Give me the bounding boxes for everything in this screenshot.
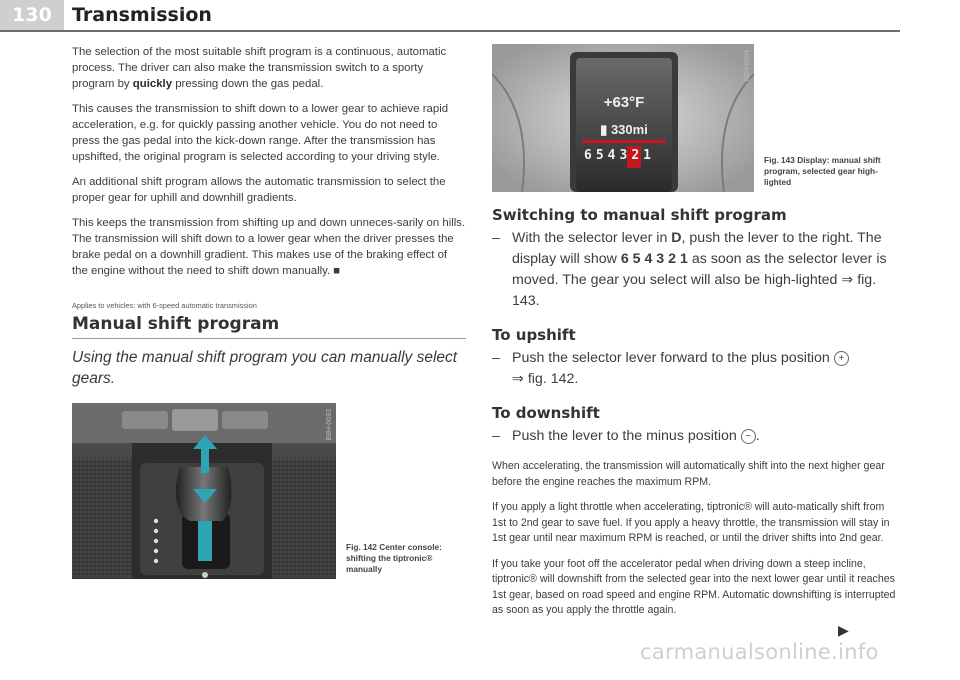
display-gear-row: 654321 [584,148,655,163]
continue-arrow-icon: ▶ [838,622,849,638]
applies-note: Applies to vehicles: with 6-speed automatic transmission [72,301,257,310]
section-title: Manual shift program [72,314,466,339]
display-temperature: +63°F [603,94,645,111]
figure-142 [72,403,466,579]
minus-position-icon: − [741,429,756,444]
left-column [72,44,466,579]
watermark: carmanualsonline.info [640,640,879,664]
figure-142-caption: Fig. 142 Center console: shifting the tiptronic® manually [346,542,442,574]
section-lead: Using the manual shift program you can manually select gears. [72,349,458,387]
paragraph-4: This keeps the transmission from shifting up and down unneces-sarily on hills. The transmission will shift down to a lower gear when the driver presses the brake pedal on a downhill gradient. This makes use of the braking effect of the engine without the need to shift down manually. ■ [72,217,466,277]
right-column [492,44,896,619]
instrument-display-photo [492,44,754,192]
center-console-photo [72,403,336,579]
heading-downshift: To downshift [492,404,600,422]
page-number: 130 [0,0,64,30]
step-switch: – With the selector lever in D, push the lever to the right. The display will show 6 5 4 3 2 1 as soon as the selector lever is moved. The gear you select will also be high-lighted ⇒ fig. 143. [492,230,887,309]
figure-143 [492,44,896,192]
paragraph-2: This causes the transmission to shift down to a lower gear to achieve rapid acceleration, e.g. for quickly passing another vehicle. You do not need to press the gas pedal into the kick-down range. After the transmission has upshifted, the original program is selected according to your driving style. [72,103,449,163]
display-range: ▮ 330mi [600,122,648,137]
step-downshift: – Push the lever to the minus position − . [492,428,760,444]
heading-switching: Switching to manual shift program [492,206,787,224]
note-1: When accelerating, the transmission will automatically shift into the next higher gear before the engine reaches the maximum RPM. [492,460,885,488]
figure-code: B8H-0693 [326,409,333,441]
selected-gear: 2 [631,148,644,163]
note-2: If you apply a light throttle when accelerating, tiptronic® will auto-matically shift from 1st to 2nd gear to save fuel. If you apply a heavy throttle, the transmission will stay in 1st gear until near maximum RPM is reached, or until the driver shifts into 2nd gear. [492,501,890,544]
paragraph-3: An additional shift program allows the automatic transmission to select the proper gear for uphill and downhill gradients. [72,176,446,204]
heading-upshift: To upshift [492,326,576,344]
figure-code: B8H-0694 [744,50,751,82]
chapter-title: Transmission [72,4,212,26]
step-upshift: – Push the selector lever forward to the plus position + ⇒ fig. 142. [492,348,896,390]
note-3: If you take your foot off the accelerator pedal when driving down a steep incline, tiptronic® will downshift from the selected gear into the next lower gear until it reaches 1st gear, based on road speed and engine RPM. Automatic downshifting is interrupted as soon as you apply the throttle again. [492,557,896,616]
paragraph-1: The selection of the most suitable shift program is a continuous, automatic process. The driver can also make the transmission switch to a sporty program by quickly pressing down the gas pedal. [72,46,447,90]
plus-position-icon: + [834,351,849,366]
header-rule [0,30,900,32]
figure-143-caption: Fig. 143 Display: manual shift program, selected gear high-lighted [764,155,881,187]
